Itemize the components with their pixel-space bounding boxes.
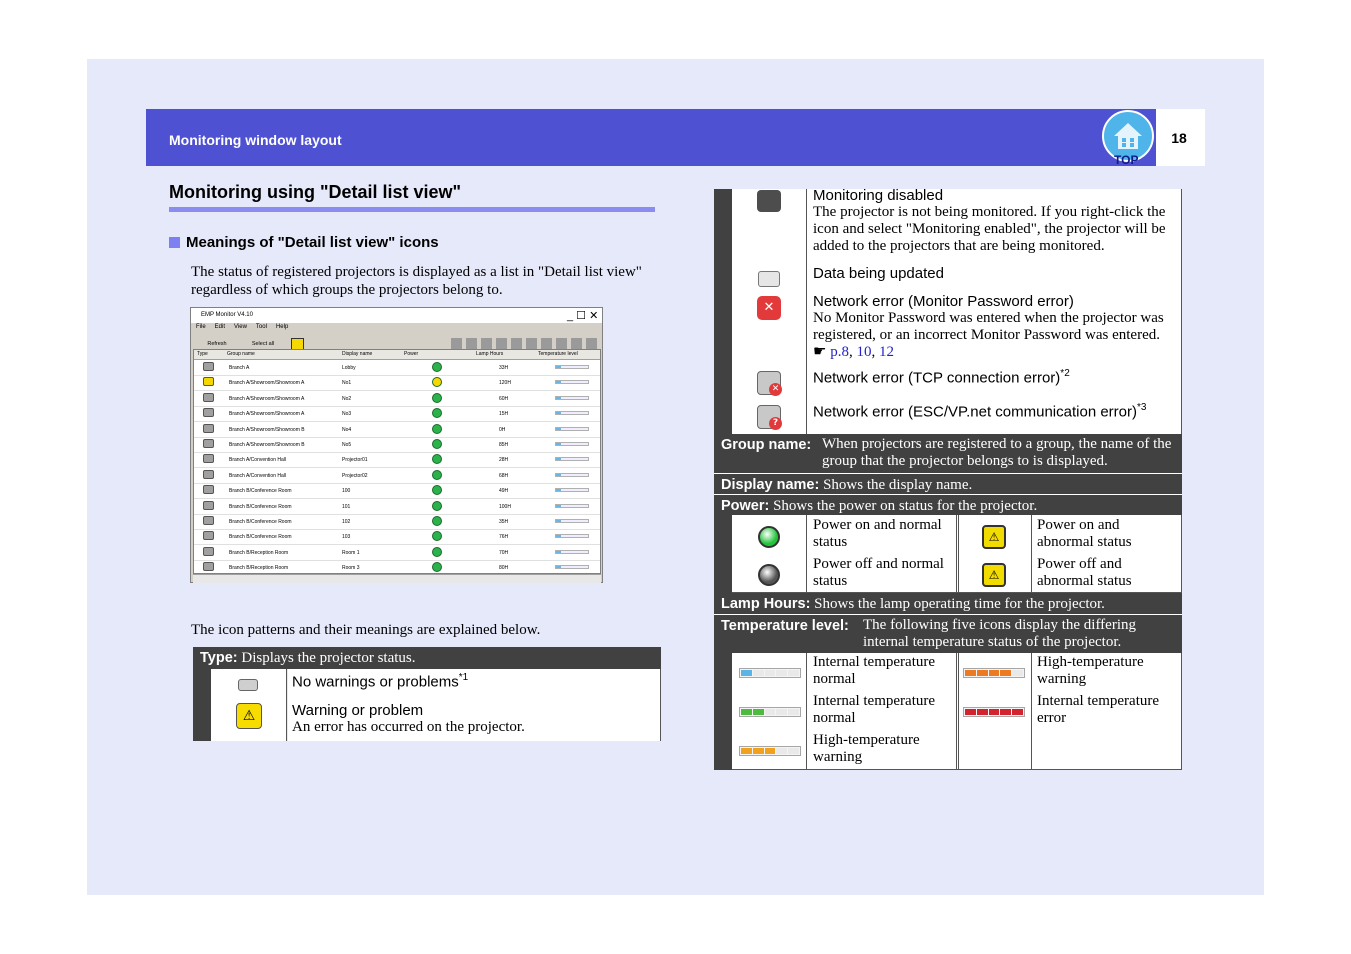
temperature-left-edge [714, 653, 732, 770]
temp-grid-divider [956, 653, 959, 770]
row-lamp-hours: 70H [499, 549, 509, 556]
row-lamp-hours: 35H [499, 519, 509, 525]
row-type-icon [203, 501, 214, 510]
page-number-box [1156, 109, 1205, 166]
power-left-edge [714, 515, 732, 593]
temp-segment [1012, 709, 1023, 715]
item-monitoring-disabled [813, 187, 1173, 255]
row-group: Branch B/Reception Room [229, 565, 289, 572]
top-label: TOP [1114, 153, 1139, 167]
row-temperature-icon [555, 411, 589, 415]
tcp-error-mark-icon: ✕ [769, 383, 782, 396]
row-group: Branch A/Showroom/Showroom A [229, 411, 305, 418]
temp-col-line-2 [1031, 653, 1032, 770]
select-all-button[interactable]: Select all [243, 337, 283, 351]
row-type-icon [203, 408, 214, 417]
type-table-left-edge [193, 669, 211, 741]
temp-level-3-text: High-temperature warning [813, 732, 920, 765]
row-type-icon [203, 531, 214, 540]
temp-segment [776, 709, 787, 715]
temp-segment [753, 748, 764, 754]
subsection-heading [169, 234, 439, 251]
temp-segment [965, 709, 976, 715]
row-type-icon [203, 547, 214, 556]
row-power-icon [432, 377, 442, 387]
table-row[interactable] [194, 360, 601, 376]
ref-link-p8[interactable]: p.8 [830, 344, 849, 360]
row-type-icon [203, 470, 214, 479]
item-password-error [813, 293, 1173, 361]
row-group: Branch A [229, 365, 250, 371]
temp-segment [788, 670, 799, 676]
row-temperature-icon [555, 565, 589, 569]
power-off-abnormal-icon: ⚠ [982, 563, 1006, 587]
type-label: Type: [200, 650, 238, 666]
refresh-button[interactable]: Refresh [197, 337, 237, 351]
row-temperature-icon [555, 380, 589, 384]
row-type-icon [203, 454, 214, 463]
row-type-icon [203, 362, 214, 371]
row-display-name: No2 [342, 395, 352, 402]
row-lamp-hours: 100H [499, 503, 511, 510]
toolbar-icons[interactable] [451, 338, 599, 349]
type-item-warn [292, 702, 525, 736]
col-group[interactable]: Group name [227, 351, 255, 357]
row-temperature-icon [555, 534, 589, 538]
group-name-text: When projectors are registered to a group, the name of the group that the projector belongs to is displayed. [822, 436, 1172, 469]
power-on-normal-text: Power on and normal status [813, 517, 942, 550]
row-type-icon [203, 393, 214, 402]
temp-segment [989, 670, 1000, 676]
screenshot-menu-item[interactable]: Help [275, 324, 289, 330]
temp-segment [741, 709, 752, 715]
row-group: Branch B/Conference Room [229, 519, 292, 525]
type-item-ok-title: No warnings or problems [292, 673, 459, 691]
row-lamp-hours: 80H [499, 565, 509, 572]
row-lamp-hours: 49H [499, 488, 509, 495]
row-power-icon [432, 485, 442, 495]
row-power-icon [432, 562, 442, 572]
table-row[interactable] [194, 560, 601, 574]
row-temperature-icon [555, 550, 589, 554]
display-name-label: Display name: [721, 477, 820, 493]
col-lamp[interactable]: Lamp Hours [476, 351, 504, 357]
temperature-text: The following five icons display the differing internal temperature status of the projector. [863, 617, 1136, 650]
row-display-name: 102 [342, 519, 351, 525]
temp-segment [753, 670, 764, 676]
table-row[interactable] [194, 406, 601, 422]
power-on-abnormal-text: Power on and abnormal status [1037, 517, 1132, 550]
updating-title: Data being updated [813, 265, 944, 282]
horizontal-scrollbar[interactable] [193, 574, 601, 583]
temp-level-4-text: High-temperature warning [1037, 654, 1144, 687]
row-lamp-hours: 120H [499, 380, 511, 387]
row-lamp-hours: 76H [499, 534, 509, 541]
ref-link-12[interactable]: 12 [878, 344, 894, 360]
tcp-error-title: Network error (TCP connection error) [813, 369, 1061, 387]
group-name-label: Group name: [721, 437, 812, 453]
tcp-error-icon [757, 371, 781, 395]
row-lamp-hours: 68H [499, 472, 509, 479]
item-tcp-error [813, 368, 1070, 387]
row-temperature-icon [555, 519, 589, 523]
detail-list [193, 349, 601, 574]
password-error-text: No Monitor Password was entered when the projector was registered, or an incorrect Monitor Password was entered. [813, 310, 1164, 343]
screenshot-menu-item[interactable]: Tool [255, 324, 267, 330]
table-row[interactable] [194, 391, 601, 407]
row-power-icon [432, 470, 442, 480]
subheading-text: Meanings of "Detail list view" icons [186, 234, 439, 251]
row-group: Branch A/Convention Hall [229, 472, 286, 479]
password-error-icon: ✕ [757, 296, 781, 320]
col-display[interactable]: Display name [342, 351, 373, 357]
row-display-name: 101 [342, 503, 351, 510]
row-power-icon [432, 362, 442, 372]
temp-segment [741, 748, 752, 754]
row-display-name: 103 [342, 534, 351, 541]
row-power-icon [432, 424, 442, 434]
power-off-normal-icon [758, 564, 780, 586]
item-escvp-error [813, 402, 1146, 421]
temp-level-4-icon [963, 668, 1025, 678]
warning-icon: ⚠ [236, 703, 262, 729]
escvp-error-sup: *3 [1137, 402, 1147, 413]
reference-hand-icon: ☛ [813, 344, 827, 360]
temp-level-5-icon [963, 707, 1025, 717]
row-power-icon [432, 547, 442, 557]
temp-level-3-icon [739, 746, 801, 756]
col-type[interactable]: Type [197, 351, 208, 357]
monitoring-disabled-title: Monitoring disabled [813, 187, 944, 204]
row-temperature-icon [555, 396, 589, 400]
temp-segment [776, 748, 787, 754]
power-grid-divider [956, 515, 959, 593]
row-type-icon [203, 516, 214, 525]
col-power[interactable]: Power [404, 351, 419, 357]
temp-segment [765, 670, 776, 676]
header-title: Monitoring window layout [169, 132, 342, 148]
temp-level-5-text: Internal temperature error [1037, 693, 1160, 726]
row-lamp-hours: 33H [499, 365, 509, 371]
row-group: Branch A/Showroom/Showroom B [229, 426, 305, 433]
monitoring-disabled-icon [757, 190, 781, 212]
power-off-normal-text: Power off and normal status [813, 556, 944, 589]
row-power-icon [432, 439, 442, 449]
row-display-name: Projector01 [342, 457, 368, 464]
row-group: Branch A/Showroom/Showroom A [229, 395, 305, 402]
temp-level-2-icon [739, 707, 801, 717]
right-table-left-edge [714, 189, 732, 434]
power-off-abnormal-text: Power off and abnormal status [1037, 556, 1132, 589]
row-temperature-icon [555, 457, 589, 461]
row-display-name: Lobby [342, 365, 356, 371]
temp-segment [788, 748, 799, 754]
temp-segment [776, 670, 787, 676]
temp-segment [989, 709, 1000, 715]
row-display-name: No5 [342, 442, 352, 448]
display-name-bar [714, 473, 1182, 494]
projector-icon [238, 679, 258, 691]
section-heading: Monitoring using "Detail list view" [169, 182, 462, 202]
col-temp[interactable]: Temperature level [538, 351, 578, 357]
row-display-name: 100 [342, 488, 351, 495]
row-temperature-icon [555, 473, 589, 477]
temp-segment [788, 709, 799, 715]
lamp-hours-bar [714, 593, 1182, 614]
lamp-hours-label: Lamp Hours: [721, 596, 811, 612]
table-row[interactable] [194, 499, 601, 515]
temp-segment [753, 709, 764, 715]
row-group: Branch B/Conference Room [229, 488, 292, 495]
table-row[interactable] [194, 452, 601, 468]
temp-segment [765, 748, 776, 754]
row-lamp-hours: 15H [499, 411, 509, 418]
table-row[interactable] [194, 483, 601, 499]
type-text: Displays the projector status. [241, 650, 416, 666]
temp-segment [965, 670, 976, 676]
row-type-icon [203, 439, 214, 448]
screenshot-menu-item[interactable]: Edit [214, 324, 226, 330]
temp-segment [977, 670, 988, 676]
row-lamp-hours: 85H [499, 442, 509, 448]
power-on-abnormal-icon: ⚠ [982, 525, 1006, 549]
row-lamp-hours: 0H [499, 426, 506, 433]
screenshot-title: EMP Monitor V4.10 [201, 312, 253, 318]
power-col-line-2 [1031, 515, 1032, 593]
type-item-warn-title: Warning or problem [292, 702, 424, 719]
row-temperature-icon [555, 442, 589, 446]
table-row[interactable] [194, 529, 601, 545]
temp-segment [765, 709, 776, 715]
escvp-error-title: Network error (ESC/VP.net communication error) [813, 403, 1137, 421]
row-group: Branch A/Convention Hall [229, 457, 286, 464]
page-number: 18 [1171, 130, 1187, 146]
row-power-icon [432, 393, 442, 403]
row-group: Branch B/Reception Room [229, 549, 289, 556]
updating-icon [758, 271, 780, 287]
display-name-text: Shows the display name. [823, 477, 973, 493]
table-row[interactable] [194, 545, 601, 561]
tcp-error-sup: *2 [1060, 368, 1070, 379]
row-power-icon [432, 501, 442, 511]
row-type-icon [203, 562, 214, 571]
temp-level-1-text: Internal temperature normal [813, 654, 936, 687]
escvp-error-icon [757, 405, 781, 429]
screenshot-menu-item[interactable]: View [234, 324, 247, 330]
temperature-bar [714, 614, 1182, 653]
row-display-name: Projector02 [342, 472, 368, 479]
row-display-name: No4 [342, 426, 352, 433]
row-type-icon [203, 377, 214, 386]
row-power-icon [432, 454, 442, 464]
explain-text: The icon patterns and their meanings are explained below. [191, 622, 541, 638]
window-controls-icon: _ ☐ ✕ [567, 310, 599, 322]
temp-segment [741, 670, 752, 676]
power-label: Power: [721, 498, 770, 514]
row-power-icon [432, 408, 442, 418]
row-group: Branch A/Showroom/Showroom A [229, 380, 305, 387]
row-temperature-icon [555, 488, 589, 492]
row-type-icon [203, 424, 214, 433]
screenshot-menubar [196, 324, 297, 330]
temp-segment [1012, 670, 1023, 676]
intro-paragraph: The status of registered projectors is displayed as a list in "Detail list view" regardless of which groups the projectors belong to. [191, 264, 642, 298]
group-name-bar [714, 434, 1182, 473]
row-display-name: Room 3 [342, 565, 360, 572]
screenshot-titlebar [191, 308, 602, 323]
table-row[interactable] [194, 422, 601, 438]
row-power-icon [432, 516, 442, 526]
temperature-label: Temperature level: [721, 618, 849, 634]
temp-segment [1000, 670, 1011, 676]
row-display-name: Room 1 [342, 549, 360, 556]
temp-level-1-icon [739, 668, 801, 678]
heading-rule [169, 207, 655, 212]
row-group: Branch B/Conference Room [229, 534, 292, 541]
power-col-line-1 [806, 515, 807, 593]
list-header [194, 350, 601, 360]
power-on-normal-icon [758, 526, 780, 548]
monitoring-disabled-desc: The projector is not being monitored. If you right-click the icon and select "Monitoring enabled", the projector will be added to the projectors that are being monitored. [813, 204, 1166, 254]
page-header [146, 109, 1156, 166]
row-display-name: No3 [342, 411, 352, 418]
table-row[interactable] [194, 468, 601, 484]
type-item-warn-desc: An error has occurred on the projector. [292, 719, 525, 735]
row-type-icon [203, 485, 214, 494]
emp-monitor-screenshot [190, 307, 603, 583]
row-group: Branch B/Conference Room [229, 503, 292, 510]
power-text: Shows the power on status for the projector. [773, 498, 1038, 514]
lamp-hours-text: Shows the lamp operating time for the projector. [814, 596, 1105, 612]
type-item-ok [292, 672, 468, 691]
bullet-square-icon [169, 237, 180, 248]
table-row[interactable] [194, 375, 601, 391]
table-row[interactable] [194, 437, 601, 453]
power-bar [714, 494, 1182, 515]
row-lamp-hours: 60H [499, 395, 509, 402]
table-row[interactable] [194, 514, 601, 530]
row-display-name: No1 [342, 380, 352, 387]
temp-col-line-1 [806, 653, 807, 770]
row-temperature-icon [555, 504, 589, 508]
row-group: Branch A/Showroom/Showroom B [229, 442, 305, 448]
temp-level-2-text: Internal temperature normal [813, 693, 936, 726]
type-bar [193, 647, 661, 669]
password-error-desc: No Monitor Password was entered when the projector was registered, or an incorrect Monitor Password was entered. ☛ p.8, 10, 12 [813, 310, 1164, 360]
password-error-title: Network error (Monitor Password error) [813, 293, 1074, 310]
screenshot-menu-item[interactable]: File [196, 324, 206, 330]
row-lamp-hours: 28H [499, 457, 509, 464]
escvp-error-mark-icon: ? [769, 417, 782, 430]
top-link-icon[interactable] [1102, 109, 1156, 166]
type-item-ok-sup: *1 [458, 672, 469, 683]
row-temperature-icon [555, 365, 589, 369]
row-temperature-icon [555, 427, 589, 431]
temp-segment [1000, 709, 1011, 715]
row-power-icon [432, 531, 442, 541]
temp-segment [977, 709, 988, 715]
ref-link-10[interactable]: 10 [856, 344, 872, 360]
